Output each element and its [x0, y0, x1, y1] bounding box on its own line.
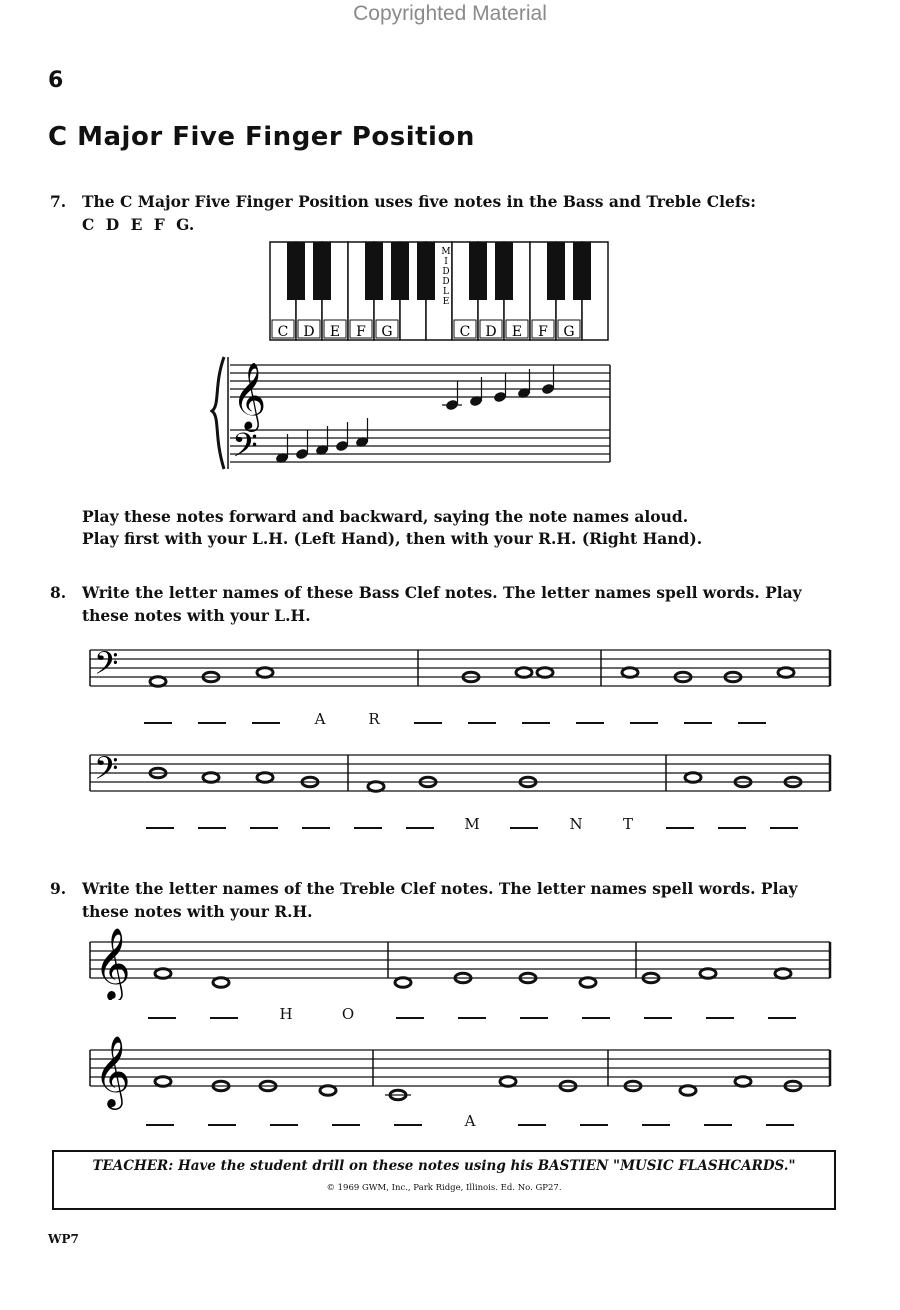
middle-c-label: M: [441, 247, 451, 257]
whole-note: [368, 782, 384, 792]
whole-note: [622, 668, 638, 678]
treble-staff-exercise-2[interactable]: [88, 1030, 838, 1115]
black-key[interactable]: [573, 242, 591, 300]
given-letter[interactable]: R: [368, 710, 380, 728]
answer-blank[interactable]: [770, 815, 798, 829]
key-label: E: [329, 324, 341, 340]
teacher-note-box: [52, 1150, 836, 1210]
middle-c-label: I: [444, 257, 448, 267]
bass-clef-icon: 𝄢: [94, 750, 119, 794]
given-letter[interactable]: N: [569, 815, 583, 833]
answer-blank[interactable]: [510, 815, 538, 829]
answer-blank[interactable]: [580, 1112, 608, 1126]
black-key[interactable]: [287, 242, 305, 300]
answer-blank[interactable]: [738, 710, 766, 724]
answer-blank[interactable]: [146, 1112, 174, 1126]
section-7-number: 7.: [50, 192, 67, 211]
section-9-instruction: Write the letter names of the Treble Clef notes. The letter names spell words. Play: [82, 879, 798, 898]
black-key[interactable]: [365, 242, 383, 300]
answer-blank[interactable]: [198, 710, 226, 724]
treble-staff-exercise-1[interactable]: [88, 920, 838, 1000]
bass-clef-icon: 𝄢: [232, 427, 258, 473]
section-8-number: 8.: [50, 583, 67, 602]
whole-note: [395, 978, 411, 988]
key-label: F: [538, 324, 548, 340]
middle-c-label: L: [443, 287, 449, 297]
whole-note: [500, 1077, 516, 1087]
whole-note: [685, 773, 701, 783]
key-label: E: [511, 324, 523, 340]
bass-staff-exercise-2[interactable]: [88, 745, 838, 805]
section-8-instruction-cont: these notes with your L.H.: [82, 606, 311, 625]
answer-blank[interactable]: [198, 815, 226, 829]
answer-row-bass-1[interactable]: [88, 710, 838, 736]
answer-blank[interactable]: [270, 1112, 298, 1126]
bass-staff-exercise-1[interactable]: [88, 640, 838, 700]
footer-code: WP7: [48, 1232, 79, 1246]
answer-row-treble-2[interactable]: [88, 1112, 838, 1138]
bass-clef-icon: 𝄢: [94, 645, 119, 689]
whole-note: [775, 969, 791, 979]
answer-blank[interactable]: [684, 710, 712, 724]
section-7-notes-list: C D E F G.: [82, 215, 195, 234]
whole-note: [155, 1077, 171, 1087]
whole-note: [680, 1086, 696, 1096]
answer-blank[interactable]: [144, 710, 172, 724]
answer-blank[interactable]: [210, 1005, 238, 1019]
copyright-line: © 1969 GWM, Inc., Park Ridge, Illinois. Ed. No. GP27.: [326, 1183, 562, 1193]
answer-blank[interactable]: [332, 1112, 360, 1126]
key-label: C: [459, 324, 471, 340]
copyright-watermark: Copyrighted Material: [353, 2, 547, 25]
answer-blank[interactable]: [406, 815, 434, 829]
answer-blank[interactable]: [252, 710, 280, 724]
answer-row-treble-1[interactable]: [88, 1005, 838, 1031]
page-number: 6: [48, 68, 64, 93]
whole-note: [735, 1077, 751, 1087]
answer-blank[interactable]: [518, 1112, 546, 1126]
answer-blank[interactable]: [582, 1005, 610, 1019]
key-label: D: [485, 324, 497, 340]
answer-blank[interactable]: [302, 815, 330, 829]
whole-note: [700, 969, 716, 979]
answer-blank[interactable]: [644, 1005, 672, 1019]
key-label: G: [563, 324, 575, 340]
answer-blank[interactable]: [642, 1112, 670, 1126]
middle-c-label: D: [442, 267, 450, 277]
section-8-instruction: Write the letter names of these Bass Clef notes. The letter names spell words. Play: [82, 583, 802, 602]
answer-blank[interactable]: [706, 1005, 734, 1019]
treble-clef-icon: 𝄞: [94, 926, 131, 999]
answer-blank[interactable]: [768, 1005, 796, 1019]
key-label: D: [303, 324, 315, 340]
answer-blank[interactable]: [458, 1005, 486, 1019]
section-9-instruction-cont: these notes with your R.H.: [82, 902, 313, 921]
key-label: C: [277, 324, 289, 340]
answer-blank[interactable]: [396, 1005, 424, 1019]
play-instruction-1: Play these notes forward and backward, saying the note names aloud.: [82, 507, 689, 526]
answer-blank[interactable]: [148, 1005, 176, 1019]
whole-note: [516, 668, 532, 678]
black-key[interactable]: [391, 242, 409, 300]
given-letter[interactable]: O: [341, 1005, 355, 1023]
answer-blank[interactable]: [666, 815, 694, 829]
black-key[interactable]: [547, 242, 565, 300]
middle-c-label: D: [442, 277, 450, 287]
answer-row-bass-2[interactable]: [88, 815, 838, 841]
black-key[interactable]: [495, 242, 513, 300]
piano-keyboard: [268, 240, 620, 342]
whole-note: [150, 677, 166, 687]
given-letter[interactable]: M: [464, 815, 480, 833]
middle-c-label: E: [442, 297, 450, 307]
key-label: F: [356, 324, 366, 340]
given-letter[interactable]: T: [622, 815, 633, 833]
answer-blank[interactable]: [250, 815, 278, 829]
answer-blank[interactable]: [520, 1005, 548, 1019]
answer-blank[interactable]: [468, 710, 496, 724]
answer-blank[interactable]: [414, 710, 442, 724]
black-key[interactable]: [313, 242, 331, 300]
black-key[interactable]: [469, 242, 487, 300]
given-letter[interactable]: H: [279, 1005, 293, 1023]
section-7-instruction: The C Major Five Finger Position uses five notes in the Bass and Treble Clefs:: [82, 192, 756, 211]
grand-staff: [210, 345, 620, 480]
page-title: C Major Five Finger Position: [48, 122, 475, 152]
answer-blank[interactable]: [146, 815, 174, 829]
answer-blank[interactable]: [766, 1112, 794, 1126]
whole-note: [155, 969, 171, 979]
play-instruction-2: Play first with your L.H. (Left Hand), then with your R.H. (Right Hand).: [82, 529, 703, 548]
whole-note: [257, 773, 273, 783]
black-key[interactable]: [417, 242, 435, 300]
answer-blank[interactable]: [522, 710, 550, 724]
given-letter[interactable]: A: [314, 710, 326, 728]
given-letter[interactable]: A: [464, 1112, 476, 1130]
whole-note: [213, 978, 229, 988]
treble-clef-icon: 𝄞: [232, 361, 267, 429]
answer-blank[interactable]: [576, 710, 604, 724]
answer-blank[interactable]: [354, 815, 382, 829]
answer-blank[interactable]: [208, 1112, 236, 1126]
key-label: G: [381, 324, 393, 340]
whole-note: [778, 668, 794, 678]
answer-blank[interactable]: [704, 1112, 732, 1126]
teacher-note: TEACHER: Have the student drill on these notes using his BASTIEN "MUSIC FLASHCARDS.": [92, 1158, 796, 1174]
answer-blank[interactable]: [630, 710, 658, 724]
whole-note: [257, 668, 273, 678]
whole-note: [537, 668, 553, 678]
whole-note: [580, 978, 596, 988]
section-9-number: 9.: [50, 879, 67, 898]
whole-note: [203, 773, 219, 783]
answer-blank[interactable]: [394, 1112, 422, 1126]
treble-clef-icon: 𝄞: [94, 1034, 131, 1107]
whole-note: [320, 1086, 336, 1096]
answer-blank[interactable]: [718, 815, 746, 829]
